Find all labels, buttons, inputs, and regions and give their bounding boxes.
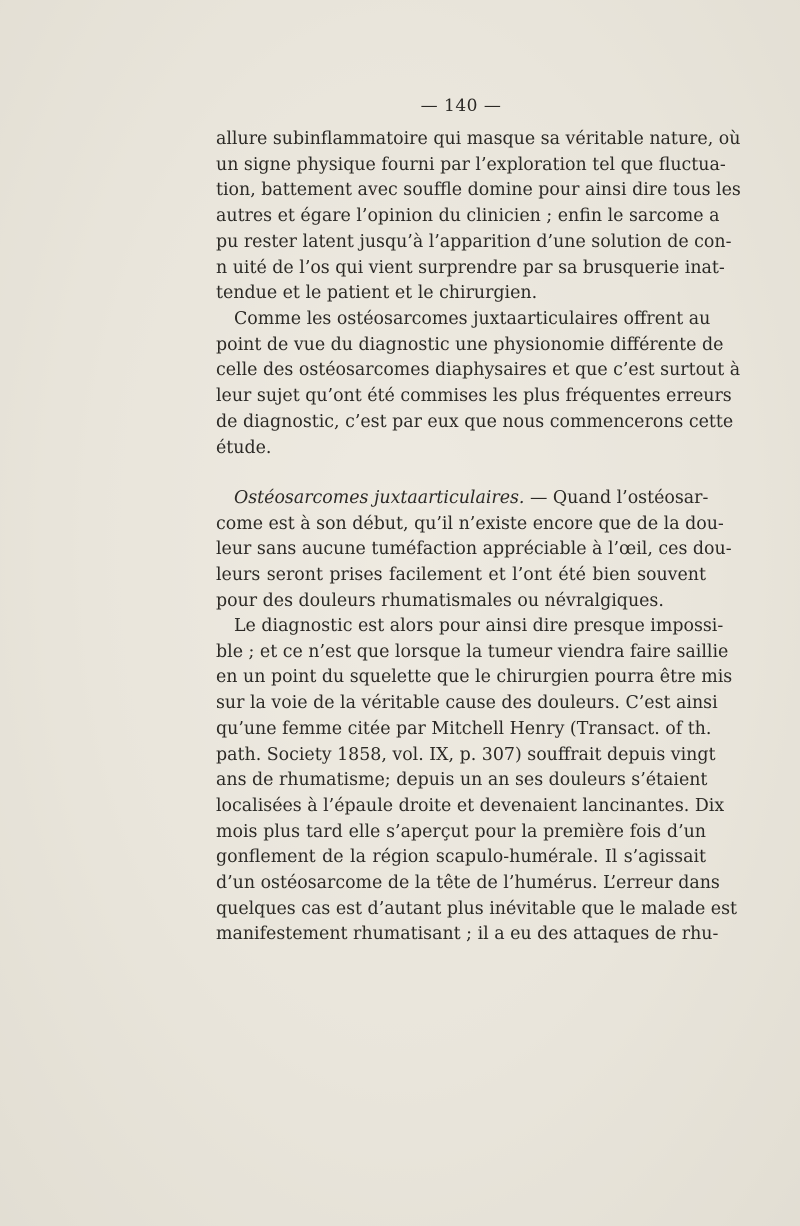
text-line: mois plus tard elle s’aperçut pour la première fois d’un — [216, 821, 706, 842]
text-line: sur la voie de la véritable cause des douleurs. C’est ainsi — [216, 693, 718, 714]
page-number: — 140 — — [420, 96, 502, 116]
section-first-line — [216, 486, 709, 512]
text-line: Le diagnostic est alors pour ainsi dire presque impossi- — [234, 616, 724, 636]
text-line: ble ; et ce n’est que lorsque la tumeur viendra faire saillie — [216, 641, 729, 662]
text-line: leur sans aucune tuméfaction appréciable à l’œil, ces dou- — [216, 539, 732, 560]
text-line: en un point du squelette que le chirurgien pourra être mis — [216, 667, 733, 688]
text-line: Comme les ostéosarcomes juxtaarticulaires offrent au — [234, 309, 711, 329]
text-line: étude. — [216, 437, 272, 458]
paragraph-diagnostic-intro — [216, 307, 741, 461]
text-line: quelques cas est d’autant plus inévitable que le malade est — [216, 898, 737, 919]
text-line: qu’une femme citée par Mitchell Henry (Transact. of th. — [216, 718, 712, 739]
text-line: de diagnostic, c’est par eux que nous commencerons cette — [216, 411, 734, 432]
text-line: manifestement rhumatisant ; il a eu des attaques de rhu- — [216, 924, 719, 945]
text-line: n uité de l’os qui vient surprendre par sa brusquerie inat- — [216, 257, 725, 278]
text-line: leurs seront prises facilement et l’ont été bien souvent — [216, 565, 706, 586]
text-line: d’un ostéosarcome de la tête de l’humérus. L’erreur dans — [216, 873, 720, 894]
paragraph-diagnostic-difficulty — [216, 614, 737, 948]
text-line: come est à son début, qu’il n’existe encore que de la dou- — [216, 513, 724, 534]
text-line: localisées à l’épaule droite et devenaient lancinantes. Dix — [216, 795, 725, 816]
text-line: tion, battement avec souffle domine pour ainsi dire tous les — [216, 180, 741, 201]
text-line: un signe physique fourni par l’exploration tel que fluctua- — [216, 154, 726, 175]
text-line: ans de rhumatisme; depuis un an ses douleurs s’étaient — [216, 770, 708, 791]
text-line: celle des ostéosarcomes diaphysaires et que c’est surtout à — [216, 360, 741, 381]
text-line: gonflement de la région scapulo-humérale. Il s’agissait — [216, 847, 706, 868]
text-line: pu rester latent jusqu’à l’apparition d’une solution de con- — [216, 231, 732, 252]
text-line: pour des douleurs rhumatismales ou névralgiques. — [216, 590, 664, 611]
text-line: autres et égare l’opinion du clinicien ; enfin le sarcome a — [216, 206, 720, 227]
text-line: allure subinflammatoire qui masque sa véritable nature, où — [216, 129, 741, 149]
text-line: tendue et le patient et le chirurgien. — [216, 283, 538, 304]
text-line-rest: — Quand l’ostéosar- — [524, 488, 709, 508]
text-line: path. Society 1858, vol. IX, p. 307) souffrait depuis vingt — [216, 744, 716, 765]
text-line: leur sujet qu’ont été commises les plus fréquentes erreurs — [216, 386, 732, 407]
text-line: point de vue du diagnostic une physionomie différente de — [216, 334, 724, 355]
section-juxtaarticulaires — [216, 486, 732, 615]
paragraph-continuation — [216, 127, 741, 307]
section-title: Ostéosarcomes juxtaarticulaires. — [234, 488, 525, 508]
